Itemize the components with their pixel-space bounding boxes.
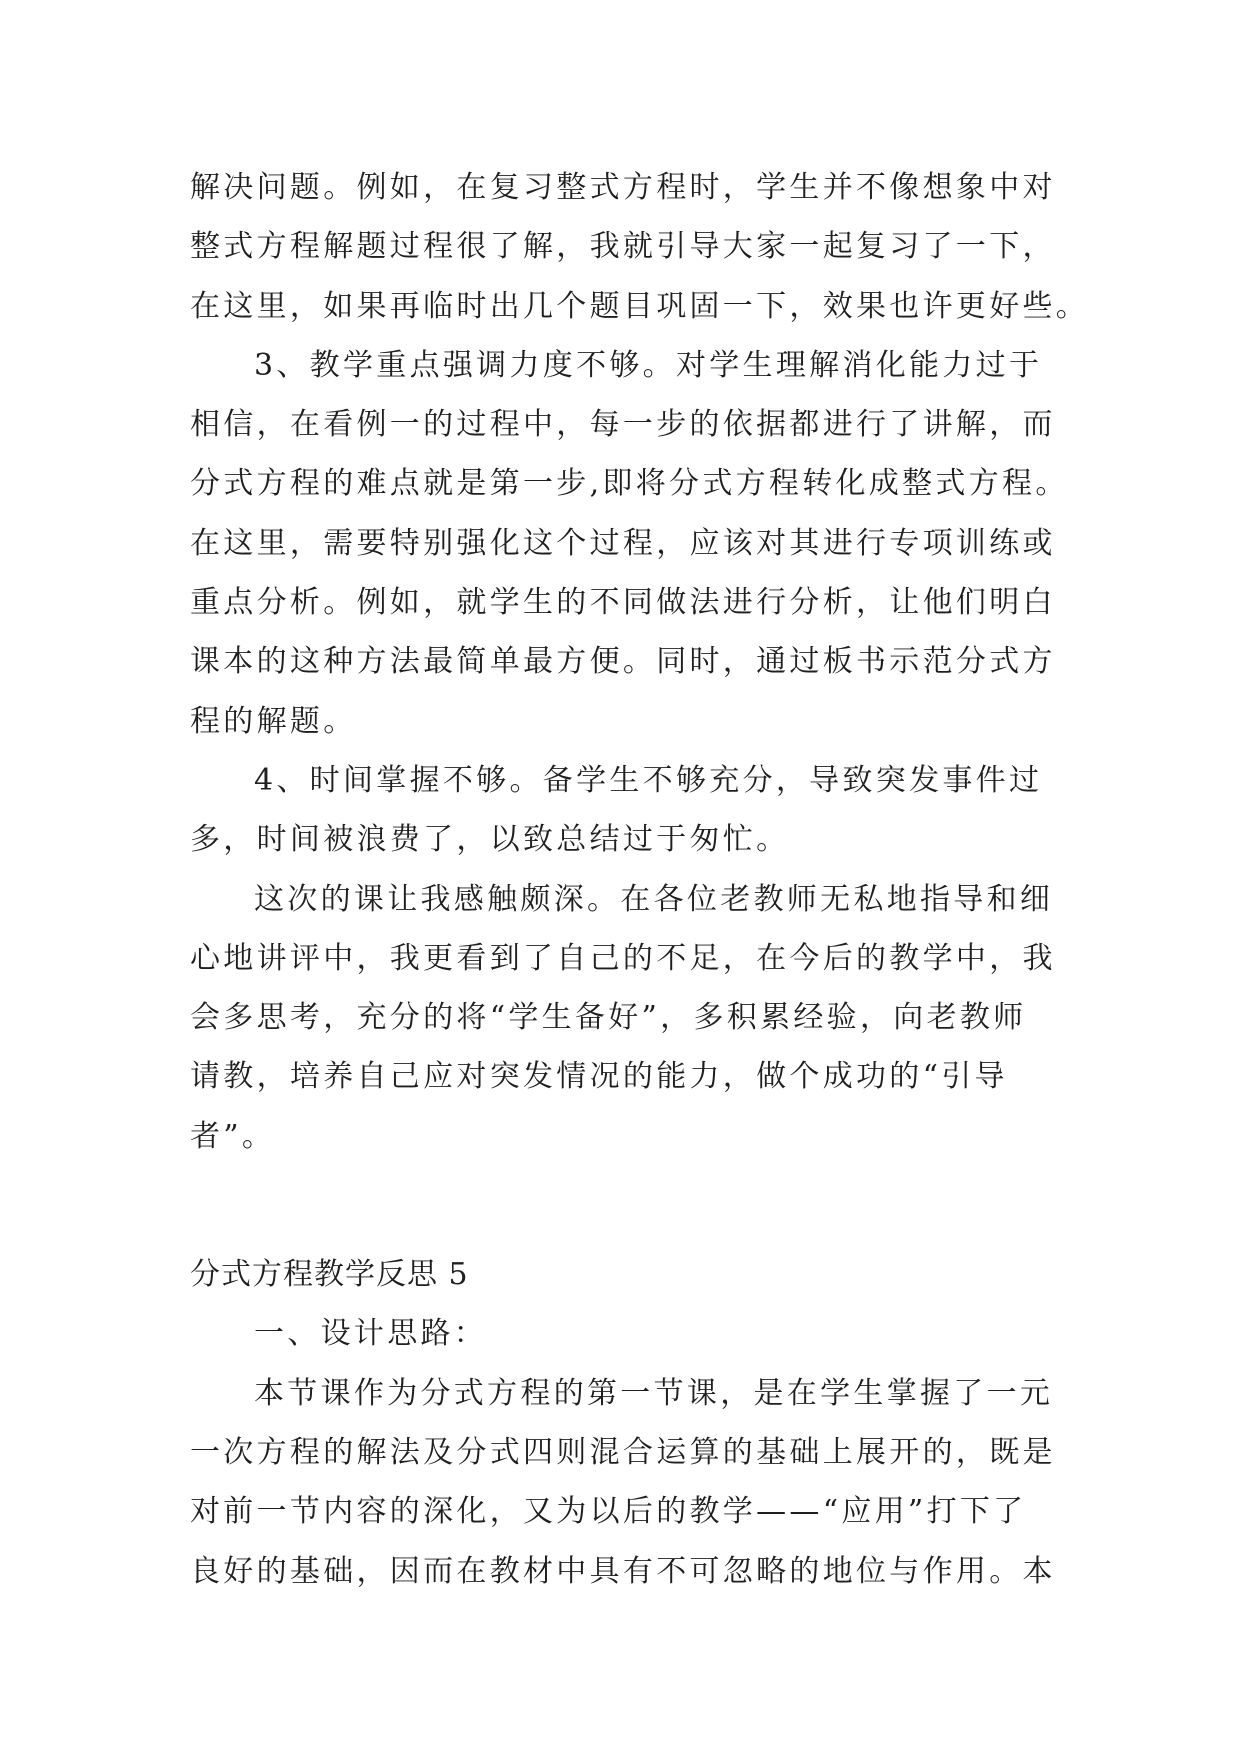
text-line: 请教，培养自己应对突发情况的能力，做个成功的“引导 — [190, 1059, 1008, 1095]
text-line: 重点分析。例如，就学生的不同做法进行分析，让他们明白 — [190, 585, 1056, 621]
paragraph-point-4 — [190, 751, 1051, 870]
text-line: 程的解题。 — [190, 703, 357, 739]
paragraph-conclusion — [190, 870, 1056, 1166]
text-line: 一次方程的解法及分式四则混合运算的基础上展开的，既是 — [190, 1434, 1056, 1470]
section-subheading: 一、设计思路： — [254, 1316, 488, 1352]
text-line: 多，时间被浪费了，以致总结过于匆忙。 — [190, 822, 790, 858]
text-line: 对前一节内容的深化，又为以后的教学——“应用”打下了 — [190, 1494, 1027, 1530]
text-line: 本节课作为分式方程的第一节课，是在学生掌握了一元 — [254, 1375, 1054, 1411]
section-title: 分式方程教学反思 5 — [190, 1257, 469, 1293]
paragraph-point-3 — [190, 336, 1069, 751]
text-line: 在这里，如果再临时出几个题目巩固一下，效果也许更好些。 — [190, 288, 1090, 324]
text-line: 课本的这种方法最简单最方便。同时，通过板书示范分式方 — [190, 644, 1056, 680]
text-line: 这次的课让我感触颇深。在各位老教师无私地指导和细 — [254, 881, 1054, 917]
document-body — [190, 158, 1090, 1601]
text-line: 解决问题。例如，在复习整式方程时，学生并不像想象中对 — [190, 170, 1056, 205]
text-line: 分式方程的难点就是第一步,即将分式方程转化成整式方程。 — [190, 466, 1069, 502]
text-line: 心地讲评中，我更看到了自己的不足，在今后的教学中，我 — [190, 940, 1056, 976]
section-spacer — [190, 1166, 1051, 1245]
paragraph-continued — [190, 158, 1090, 336]
text-line: 4、时间掌握不够。备学生不够充分，导致突发事件过 — [254, 762, 1043, 798]
text-line: 良好的基础，因而在教材中具有不可忽略的地位与作用。本 — [190, 1553, 1056, 1589]
section-5 — [190, 1245, 1056, 1601]
text-line: 会多思考，充分的将“学生备好”，多积累经验，向老教师 — [190, 1000, 1027, 1036]
text-line: 相信，在看例一的过程中，每一步的依据都进行了讲解，而 — [190, 407, 1056, 443]
text-line: 者”。 — [190, 1118, 276, 1154]
text-line: 在这里，需要特别强化这个过程，应该对其进行专项训练或 — [190, 525, 1056, 561]
text-line: 3、教学重点强调力度不够。对学生理解消化能力过于 — [254, 347, 1043, 383]
text-line: 整式方程解题过程很了解，我就引导大家一起复习了一下， — [190, 229, 1056, 265]
